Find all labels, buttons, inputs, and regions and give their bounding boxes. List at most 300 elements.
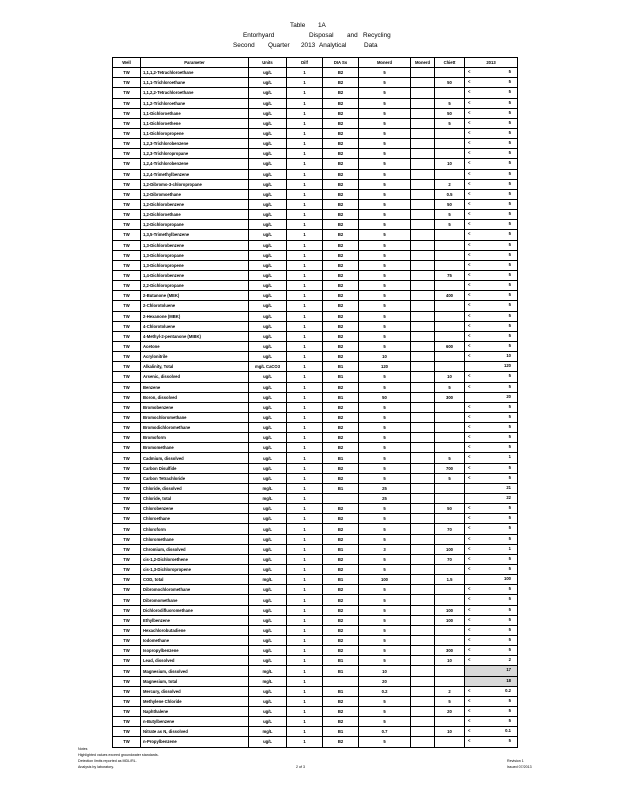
cell-monerd: 5 <box>359 210 411 220</box>
cell-dia: B2 <box>323 504 359 514</box>
cell-dia <box>323 676 359 686</box>
table-row <box>113 331 518 341</box>
cell-units: ug/L <box>249 98 287 108</box>
cell-well: TW <box>113 382 141 392</box>
cell-units: ug/L <box>249 585 287 595</box>
cell-monerd-2 <box>411 473 435 483</box>
cell-result-value: 5 <box>508 170 511 176</box>
cell-qualifier: < <box>468 190 471 196</box>
table-row <box>113 108 518 118</box>
cell-chiett <box>435 230 465 240</box>
cell-chiett: 5 <box>435 118 465 128</box>
cell-result-2013 <box>465 514 518 524</box>
table-row <box>113 514 518 524</box>
table-row <box>113 544 518 554</box>
cell-monerd-2 <box>411 463 435 473</box>
cell-monerd: 5 <box>359 453 411 463</box>
table-row <box>113 240 518 250</box>
table-row <box>113 686 518 696</box>
cell-well: TW <box>113 230 141 240</box>
cell-dilution: 1 <box>287 585 323 595</box>
cell-units: ug/L <box>249 433 287 443</box>
cell-result-value: 5 <box>508 525 511 531</box>
table-row <box>113 98 518 108</box>
cell-monerd-2 <box>411 625 435 635</box>
cell-result-2013 <box>465 443 518 453</box>
cell-dilution: 1 <box>287 352 323 362</box>
cell-result-2013 <box>465 382 518 392</box>
table-row <box>113 595 518 605</box>
cell-units: ug/L <box>249 473 287 483</box>
table-row <box>113 169 518 179</box>
footer-right-line: Revision 1 <box>507 759 524 763</box>
cell-result-value: 5 <box>508 221 511 227</box>
cell-result-2013 <box>465 281 518 291</box>
cell-units: ug/L <box>249 534 287 544</box>
cell-units: ug/L <box>249 210 287 220</box>
cell-well: TW <box>113 331 141 341</box>
cell-monerd-2 <box>411 565 435 575</box>
cell-dilution: 1 <box>287 281 323 291</box>
table-row <box>113 554 518 564</box>
cell-parameter: cis-1,3-Dichloropropene <box>141 565 249 575</box>
cell-monerd: 5 <box>359 372 411 382</box>
cell-qualifier: < <box>468 261 471 267</box>
cell-result-2013 <box>465 565 518 575</box>
cell-dilution: 1 <box>287 554 323 564</box>
cell-result-2013 <box>465 412 518 422</box>
cell-dilution: 1 <box>287 88 323 98</box>
cell-parameter: 2,2-Dichloropropane <box>141 281 249 291</box>
title-word: Data <box>364 42 378 49</box>
cell-result-value: 5 <box>508 292 511 298</box>
cell-well: TW <box>113 281 141 291</box>
cell-result-2013 <box>465 179 518 189</box>
table-row <box>113 281 518 291</box>
table-row <box>113 423 518 433</box>
cell-units: ug/L <box>249 352 287 362</box>
cell-parameter: Chloride, dissolved <box>141 483 249 493</box>
cell-dilution: 1 <box>287 240 323 250</box>
cell-qualifier: < <box>468 535 471 541</box>
cell-well: TW <box>113 453 141 463</box>
cell-units: ug/L <box>249 189 287 199</box>
cell-result-value: 10 <box>506 353 511 359</box>
cell-units: ug/L <box>249 514 287 524</box>
cell-monerd: 5 <box>359 291 411 301</box>
cell-monerd: 5 <box>359 149 411 159</box>
cell-well: TW <box>113 544 141 554</box>
cell-monerd-2 <box>411 575 435 585</box>
cell-parameter: Arsenic, dissolved <box>141 372 249 382</box>
cell-dilution: 1 <box>287 250 323 260</box>
cell-monerd-2 <box>411 514 435 524</box>
cell-dia: B2 <box>323 554 359 564</box>
cell-parameter: 1,2-Dichloroethane <box>141 210 249 220</box>
table-row <box>113 311 518 321</box>
cell-well: TW <box>113 260 141 270</box>
cell-dilution: 1 <box>287 412 323 422</box>
cell-result-2013 <box>465 240 518 250</box>
cell-parameter: Ethylbenzene <box>141 615 249 625</box>
cell-monerd-2 <box>411 169 435 179</box>
cell-result-value: 5 <box>508 231 511 237</box>
cell-dia: B2 <box>323 311 359 321</box>
cell-qualifier: < <box>468 657 471 663</box>
cell-result-2013 <box>465 230 518 240</box>
cell-result-2013 <box>465 524 518 534</box>
cell-monerd: 5 <box>359 443 411 453</box>
cell-monerd: 5 <box>359 169 411 179</box>
cell-dia: B2 <box>323 534 359 544</box>
cell-dilution: 1 <box>287 656 323 666</box>
cell-dilution: 1 <box>287 433 323 443</box>
cell-result-2013 <box>465 128 518 138</box>
cell-qualifier: < <box>468 555 471 561</box>
table-row <box>113 402 518 412</box>
cell-parameter: Methylene Chloride <box>141 696 249 706</box>
cell-qualifier: < <box>468 119 471 125</box>
cell-monerd: 5 <box>359 301 411 311</box>
cell-dia: B2 <box>323 98 359 108</box>
cell-result-2013 <box>465 341 518 351</box>
cell-parameter: Hexachlorobutadiene <box>141 625 249 635</box>
cell-chiett: 70 <box>435 524 465 534</box>
cell-units: ug/L <box>249 615 287 625</box>
cell-qualifier: < <box>468 180 471 186</box>
cell-well: TW <box>113 686 141 696</box>
cell-chiett <box>435 301 465 311</box>
cell-result-value: 5 <box>508 434 511 440</box>
cell-monerd-2 <box>411 108 435 118</box>
cell-parameter: Lead, dissolved <box>141 656 249 666</box>
cell-monerd-2 <box>411 281 435 291</box>
cell-units: ug/L <box>249 504 287 514</box>
cell-chiett <box>435 321 465 331</box>
cell-dia: B2 <box>323 595 359 605</box>
cell-monerd: 5 <box>359 199 411 209</box>
cell-monerd-2 <box>411 696 435 706</box>
cell-monerd: 5 <box>359 534 411 544</box>
table-row <box>113 565 518 575</box>
cell-chiett <box>435 534 465 544</box>
cell-dilution: 1 <box>287 68 323 78</box>
cell-monerd-2 <box>411 433 435 443</box>
cell-monerd: 5 <box>359 423 411 433</box>
cell-monerd-2 <box>411 737 435 747</box>
cell-dilution: 1 <box>287 128 323 138</box>
cell-dia: B2 <box>323 707 359 717</box>
cell-result-value: 21 <box>506 484 511 490</box>
cell-parameter: Isopropylbenzene <box>141 646 249 656</box>
cell-dia: B1 <box>323 544 359 554</box>
cell-dilution: 1 <box>287 372 323 382</box>
cell-parameter: Carbon Disulfide <box>141 463 249 473</box>
cell-monerd: 5 <box>359 636 411 646</box>
cell-chiett: 5 <box>435 210 465 220</box>
cell-units: ug/L <box>249 595 287 605</box>
cell-result-value: 0.1 <box>505 728 511 734</box>
cell-units: ug/L <box>249 392 287 402</box>
cell-monerd-2 <box>411 615 435 625</box>
cell-monerd-2 <box>411 311 435 321</box>
cell-parameter: Cadmium, dissolved <box>141 453 249 463</box>
cell-dilution: 1 <box>287 260 323 270</box>
cell-parameter: 1,1-Dichloropropene <box>141 128 249 138</box>
cell-result-value: 1 <box>508 454 511 460</box>
table-row <box>113 504 518 514</box>
cell-chiett <box>435 585 465 595</box>
cell-result-2013 <box>465 717 518 727</box>
cell-parameter: Chloride, total <box>141 494 249 504</box>
cell-units: ug/L <box>249 412 287 422</box>
cell-qualifier: < <box>468 444 471 450</box>
cell-dilution: 1 <box>287 636 323 646</box>
cell-dia: B2 <box>323 108 359 118</box>
col-header-dia: DIA Ss <box>323 58 359 68</box>
cell-monerd: 3 <box>359 544 411 554</box>
cell-qualifier: < <box>468 505 471 511</box>
cell-monerd-2 <box>411 727 435 737</box>
footer-right-line: Issued 07/2013 <box>507 765 532 769</box>
cell-well: TW <box>113 169 141 179</box>
cell-well: TW <box>113 636 141 646</box>
cell-dilution: 1 <box>287 473 323 483</box>
cell-monerd-2 <box>411 250 435 260</box>
cell-result-value: 120 <box>504 363 511 369</box>
cell-monerd: 5 <box>359 270 411 280</box>
cell-result-2013 <box>465 544 518 554</box>
cell-units: ug/L <box>249 605 287 615</box>
cell-dilution: 1 <box>287 575 323 585</box>
cell-parameter: n-Butylbenzene <box>141 717 249 727</box>
cell-result-2013 <box>465 250 518 260</box>
cell-result-value: 5 <box>508 383 511 389</box>
table-row <box>113 260 518 270</box>
cell-result-2013 <box>465 88 518 98</box>
cell-result-value: 5 <box>508 140 511 146</box>
cell-units: mg/L <box>249 676 287 686</box>
table-row <box>113 321 518 331</box>
cell-well: TW <box>113 159 141 169</box>
cell-monerd-2 <box>411 646 435 656</box>
cell-result-2013 <box>465 199 518 209</box>
col-header-chiett: Chiett <box>435 58 465 68</box>
cell-dilution: 1 <box>287 118 323 128</box>
cell-monerd: 50 <box>359 392 411 402</box>
cell-dia: B2 <box>323 118 359 128</box>
cell-monerd-2 <box>411 321 435 331</box>
cell-dilution: 1 <box>287 149 323 159</box>
cell-result-value: 5 <box>508 69 511 75</box>
table-row <box>113 210 518 220</box>
table-row <box>113 727 518 737</box>
cell-parameter: 1,3-Dichlorobenzene <box>141 240 249 250</box>
table-row <box>113 717 518 727</box>
cell-chiett <box>435 625 465 635</box>
cell-result-2013 <box>465 352 518 362</box>
cell-monerd: 5 <box>359 230 411 240</box>
cell-dilution: 1 <box>287 463 323 473</box>
cell-monerd-2 <box>411 504 435 514</box>
cell-result-value: 5 <box>508 637 511 643</box>
table-row <box>113 220 518 230</box>
cell-dia: B2 <box>323 169 359 179</box>
cell-units: ug/L <box>249 68 287 78</box>
cell-dia: B2 <box>323 646 359 656</box>
table-header-row <box>113 58 518 68</box>
cell-dilution: 1 <box>287 139 323 149</box>
cell-units: ug/L <box>249 139 287 149</box>
cell-monerd-2 <box>411 68 435 78</box>
cell-well: TW <box>113 321 141 331</box>
cell-qualifier: < <box>468 302 471 308</box>
cell-units: ug/L <box>249 707 287 717</box>
cell-qualifier: < <box>468 170 471 176</box>
cell-chiett: 0.5 <box>435 189 465 199</box>
cell-units: ug/L <box>249 382 287 392</box>
cell-result-2013 <box>465 362 518 372</box>
cell-dilution: 1 <box>287 453 323 463</box>
cell-parameter: 1,3,5-Trimethylbenzene <box>141 230 249 240</box>
cell-units: ug/L <box>249 636 287 646</box>
cell-well: TW <box>113 423 141 433</box>
cell-monerd: 5 <box>359 707 411 717</box>
table-row <box>113 534 518 544</box>
cell-result-value: 5 <box>508 697 511 703</box>
table-row <box>113 412 518 422</box>
cell-well: TW <box>113 585 141 595</box>
cell-well: TW <box>113 149 141 159</box>
cell-chiett <box>435 169 465 179</box>
table-row <box>113 250 518 260</box>
cell-dilution: 1 <box>287 514 323 524</box>
cell-parameter: Nitrate as N, dissolved <box>141 727 249 737</box>
cell-qualifier: < <box>468 353 471 359</box>
cell-monerd-2 <box>411 352 435 362</box>
cell-dilution: 1 <box>287 341 323 351</box>
cell-chiett: 400 <box>435 291 465 301</box>
cell-dilution: 1 <box>287 392 323 402</box>
cell-result-value: 5 <box>508 89 511 95</box>
cell-monerd-2 <box>411 605 435 615</box>
cell-result-value: 5 <box>508 616 511 622</box>
cell-result-value: 5 <box>508 413 511 419</box>
cell-dia: B2 <box>323 301 359 311</box>
cell-dilution: 1 <box>287 270 323 280</box>
cell-result-value: 5 <box>508 129 511 135</box>
cell-parameter: Chloroform <box>141 524 249 534</box>
cell-qualifier: < <box>468 697 471 703</box>
cell-result-value: 100 <box>504 576 511 582</box>
cell-result-value: 5 <box>508 555 511 561</box>
cell-monerd-2 <box>411 656 435 666</box>
cell-well: TW <box>113 118 141 128</box>
cell-monerd-2 <box>411 199 435 209</box>
cell-well: TW <box>113 341 141 351</box>
cell-chiett <box>435 240 465 250</box>
cell-result-2013 <box>465 149 518 159</box>
cell-well: TW <box>113 524 141 534</box>
cell-units: ug/L <box>249 301 287 311</box>
cell-parameter: Acetone <box>141 341 249 351</box>
cell-monerd: 5 <box>359 88 411 98</box>
cell-result-value: 5 <box>508 302 511 308</box>
cell-dilution: 1 <box>287 98 323 108</box>
cell-monerd-2 <box>411 534 435 544</box>
cell-monerd-2 <box>411 189 435 199</box>
cell-well: TW <box>113 737 141 747</box>
cell-dia: B2 <box>323 585 359 595</box>
cell-result-2013 <box>465 504 518 514</box>
cell-chiett: 5 <box>435 453 465 463</box>
cell-result-value: 5 <box>508 464 511 470</box>
table-row <box>113 737 518 747</box>
cell-dia: B2 <box>323 524 359 534</box>
cell-monerd: 5 <box>359 595 411 605</box>
cell-well: TW <box>113 727 141 737</box>
cell-monerd-2 <box>411 230 435 240</box>
cell-monerd: 5 <box>359 463 411 473</box>
cell-monerd: 100 <box>359 575 411 585</box>
col-header-monerd: Monerd <box>359 58 411 68</box>
cell-result-value: 5 <box>508 373 511 379</box>
cell-dilution: 1 <box>287 707 323 717</box>
cell-result-2013 <box>465 433 518 443</box>
cell-dilution: 1 <box>287 605 323 615</box>
table-row <box>113 524 518 534</box>
cell-result-value: 1 <box>508 545 511 551</box>
page-number: 2 of 3 <box>296 765 305 769</box>
table-row <box>113 625 518 635</box>
cell-units: ug/L <box>249 250 287 260</box>
cell-result-2013 <box>465 139 518 149</box>
cell-monerd: 25 <box>359 483 411 493</box>
cell-monerd: 5 <box>359 139 411 149</box>
cell-units: ug/L <box>249 149 287 159</box>
cell-monerd-2 <box>411 423 435 433</box>
cell-result-2013 <box>465 311 518 321</box>
cell-qualifier: < <box>468 342 471 348</box>
cell-dia: B2 <box>323 331 359 341</box>
cell-result-value: 5 <box>508 444 511 450</box>
cell-units: ug/L <box>249 341 287 351</box>
table-row <box>113 473 518 483</box>
table-row <box>113 656 518 666</box>
cell-parameter: 1,2-Dichlorobenzene <box>141 199 249 209</box>
cell-monerd-2 <box>411 717 435 727</box>
cell-monerd: 5 <box>359 433 411 443</box>
table-row <box>113 291 518 301</box>
cell-monerd: 5 <box>359 402 411 412</box>
cell-dilution: 1 <box>287 311 323 321</box>
cell-chiett: 10 <box>435 727 465 737</box>
cell-parameter: 1,2-Dibromo-3-chloropropane <box>141 179 249 189</box>
cell-units: ug/L <box>249 169 287 179</box>
cell-chiett: 5 <box>435 220 465 230</box>
cell-chiett <box>435 494 465 504</box>
cell-parameter: Naphthalene <box>141 707 249 717</box>
cell-monerd-2 <box>411 210 435 220</box>
notes-label: Notes <box>78 747 88 751</box>
cell-well: TW <box>113 199 141 209</box>
cell-parameter: 2-Butanone (MEK) <box>141 291 249 301</box>
cell-result-value: 5 <box>508 515 511 521</box>
cell-dilution: 1 <box>287 331 323 341</box>
cell-result-value: 5 <box>508 119 511 125</box>
cell-dilution: 1 <box>287 189 323 199</box>
cell-parameter: 1,3-Dichloropropane <box>141 250 249 260</box>
